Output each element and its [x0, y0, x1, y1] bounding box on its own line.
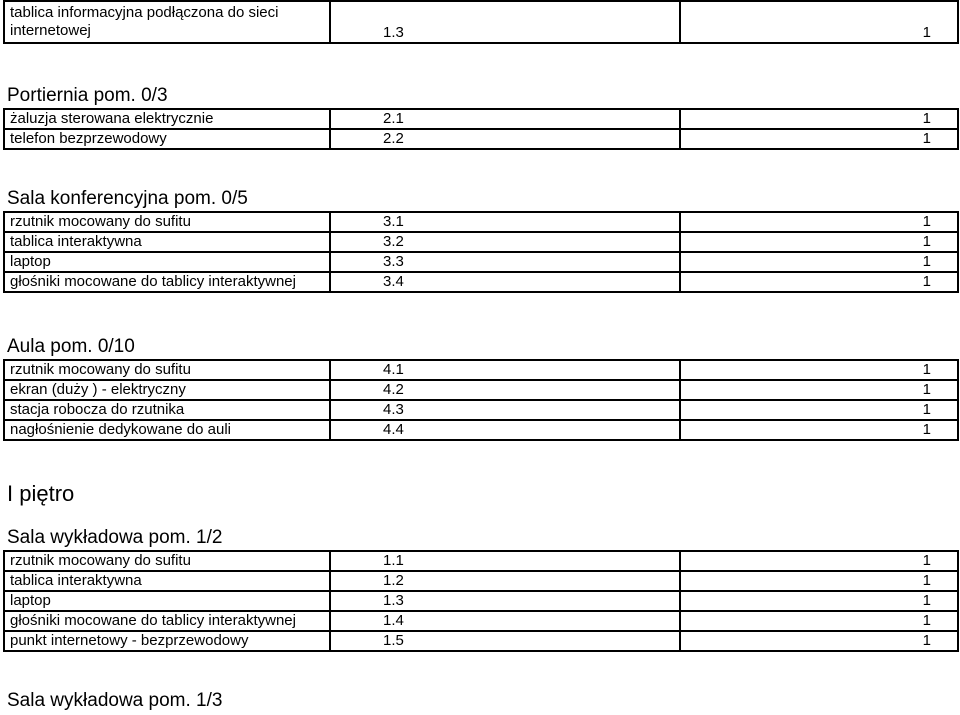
item-number-cell: 3.3	[330, 252, 680, 272]
item-name-cell: nagłośnienie dedykowane do auli	[4, 420, 330, 440]
item-number-cell: 2.1	[330, 109, 680, 129]
item-quantity-cell: 1	[680, 212, 958, 232]
table-row	[4, 129, 958, 149]
item-number-cell: 1.5	[330, 631, 680, 651]
table-row	[4, 1, 958, 43]
item-name-cell: punkt internetowy - bezprzewodowy	[4, 631, 330, 651]
item-name-cell	[4, 1, 330, 43]
table-row	[4, 232, 958, 252]
item-name-cell: żaluzja sterowana elektrycznie	[4, 109, 330, 129]
section-title: Aula pom. 0/10	[7, 336, 135, 357]
section-title: Sala wykładowa pom. 1/2	[7, 527, 223, 548]
item-number-cell: 3.1	[330, 212, 680, 232]
section-table-block	[0, 108, 960, 150]
item-number-cell: 1.3	[330, 1, 680, 43]
item-quantity-cell: 1	[680, 232, 958, 252]
item-name-cell: rzutnik mocowany do sufitu	[4, 551, 330, 571]
item-quantity-cell: 1	[680, 591, 958, 611]
item-number-cell: 3.2	[330, 232, 680, 252]
section-table-block	[0, 359, 960, 441]
table-row	[4, 420, 958, 440]
floor-heading: I piętro	[7, 481, 75, 506]
equipment-table	[3, 550, 959, 652]
item-name-cell: tablica interaktywna	[4, 232, 330, 252]
intro-table-block	[0, 0, 960, 44]
item-name-line: tablica informacyjna podłączona do sieci	[10, 4, 279, 21]
item-name-cell: ekran (duży ) - elektryczny	[4, 380, 330, 400]
item-quantity-cell: 1	[680, 631, 958, 651]
item-name-line: internetowej	[10, 22, 91, 39]
item-quantity-cell: 1	[680, 360, 958, 380]
section-title: Portiernia pom. 0/3	[7, 85, 168, 106]
item-number-cell: 4.2	[330, 380, 680, 400]
item-quantity-cell: 1	[680, 380, 958, 400]
table-row	[4, 400, 958, 420]
item-name-cell: rzutnik mocowany do sufitu	[4, 360, 330, 380]
item-quantity-cell: 1	[680, 109, 958, 129]
item-quantity-cell: 1	[680, 400, 958, 420]
item-quantity-cell: 1	[680, 551, 958, 571]
item-number-cell: 1.1	[330, 551, 680, 571]
item-name-cell: tablica interaktywna	[4, 571, 330, 591]
table-row	[4, 591, 958, 611]
item-quantity-cell: 1	[680, 571, 958, 591]
item-name-cell: rzutnik mocowany do sufitu	[4, 212, 330, 232]
item-number-cell: 1.4	[330, 611, 680, 631]
equipment-table	[3, 359, 959, 441]
table-row	[4, 360, 958, 380]
item-number-cell: 4.3	[330, 400, 680, 420]
item-quantity-cell: 1	[680, 129, 958, 149]
item-number-cell: 1.3	[330, 591, 680, 611]
item-name-cell: głośniki mocowane do tablicy interaktywnej	[4, 272, 330, 292]
item-quantity-cell: 1	[680, 272, 958, 292]
item-name-cell: stacja robocza do rzutnika	[4, 400, 330, 420]
table-row	[4, 272, 958, 292]
item-name-cell: telefon bezprzewodowy	[4, 129, 330, 149]
table-row	[4, 212, 958, 232]
item-quantity-cell: 1	[680, 420, 958, 440]
section-table-block	[0, 211, 960, 293]
item-name-cell: głośniki mocowane do tablicy interaktywnej	[4, 611, 330, 631]
table-row	[4, 551, 958, 571]
table-row	[4, 109, 958, 129]
item-name-cell: laptop	[4, 591, 330, 611]
item-name-cell: laptop	[4, 252, 330, 272]
item-number-cell: 1.2	[330, 571, 680, 591]
item-number-cell: 4.4	[330, 420, 680, 440]
section-table-block	[0, 550, 960, 652]
item-number-cell: 3.4	[330, 272, 680, 292]
item-number-cell: 2.2	[330, 129, 680, 149]
item-quantity-cell: 1	[680, 611, 958, 631]
table-row	[4, 571, 958, 591]
section-title: Sala konferencyjna pom. 0/5	[7, 188, 248, 209]
item-quantity-cell: 1	[680, 252, 958, 272]
item-quantity-cell: 1	[680, 1, 958, 43]
equipment-table	[3, 211, 959, 293]
table-row	[4, 252, 958, 272]
table-row	[4, 380, 958, 400]
section-title: Sala wykładowa pom. 1/3	[7, 690, 223, 711]
table-row	[4, 631, 958, 651]
table-row	[4, 611, 958, 631]
equipment-table	[3, 0, 959, 44]
equipment-table	[3, 108, 959, 150]
item-number-cell: 4.1	[330, 360, 680, 380]
